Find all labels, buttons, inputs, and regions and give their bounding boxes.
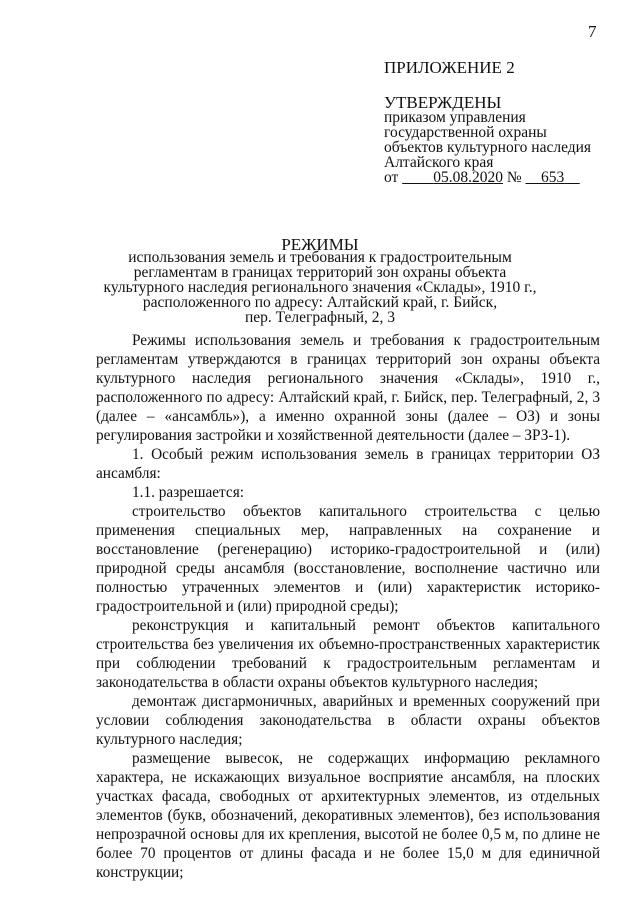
subtitle-line: культурного наследия регионального значения «Склады», 1910 г., (103, 279, 537, 296)
body-paragraph: демонтаж дисгармоничных, аварийных и временных сооружений при условии соблюдения законодательства в области охраны объектов культурного наследия; (96, 693, 600, 748)
body-paragraph: размещение вывесок, не содержащих информацию рекламного характера, не искажающих визуальное восприятие ансамбля, на плоских участках фасада, свободных от архитектурных элементов, из отдельных элементов (букв, обозначений, декоративных элементов), без использования непрозрачной основы для их крепления, высотой не более 0,5 м, по длине не более 70 процентов от длины фасада и не более 15,0 м для единичной конструкции; (96, 750, 600, 881)
subtitle-line: регламентам в границах территорий зон охраны объекта (133, 264, 507, 281)
approval-block (384, 95, 624, 185)
approval-line: приказом управления (384, 109, 526, 126)
subtitle-line: пер. Телеграфный, 2, 3 (244, 309, 396, 326)
approval-date-line (384, 170, 624, 185)
document-title: РЕЖИМЫ (281, 235, 359, 254)
body-paragraph: 1. Особый режим использования земель в границах территории ОЗ ансамбля: (96, 446, 600, 482)
page-number: 7 (588, 22, 597, 41)
subtitle-line: расположенного по адресу: Алтайский край, г. Бийск, (142, 294, 498, 311)
document-body (96, 331, 600, 882)
subtitle-line: использования земель и требования к градостроительным (128, 249, 512, 266)
approval-line: государственной охраны (384, 124, 547, 141)
approval-heading: УТВЕРЖДЕНЫ (384, 93, 502, 112)
approval-prefix: от (384, 169, 399, 186)
approval-number: 653 (541, 169, 565, 186)
body-paragraph: реконструкция и капитальный ремонт объектов капитального строительства без увеличения их объемно-пространственных характеристик при соблюдении требований к градостроительным регламентам и законодательства в области охраны объектов культурного наследия; (96, 617, 600, 691)
body-paragraph: строительство объектов капитального строительства с целью применения специальных мер, направленных на сохранение и восстановление (регенерацию) историко-градостроительной и (или) природной среды ансамбля (восстановление, восполнение частично или полностью утраченных элементов и (или) характеристик историко-градостроительной и (или) природной среды); (96, 503, 600, 615)
approval-number-sign: № (506, 169, 522, 186)
appendix-title: ПРИЛОЖЕНИЕ 2 (384, 58, 515, 77)
document-subtitle (0, 250, 640, 325)
approval-line: объектов культурного наследия (384, 139, 592, 156)
body-paragraph: 1.1. разрешается: (132, 484, 244, 501)
approval-line: Алтайского края (384, 154, 494, 171)
approval-date: 05.08.2020 (433, 169, 503, 186)
body-paragraph: Режимы использования земель и требования к градостроительным регламентам утверждаются в границах территорий зон охраны объекта культурного наследия регионального значения «Склады», 1910 г., расположенного по адресу: Алтайский край, г. Бийск, пер. Телеграфный, 2, 3 (далее – «ансамбль»), а именно охранной зоны (далее – ОЗ) и зоны регулирования застройки и хозяйственной деятельности (далее – ЗРЗ-1). (96, 332, 600, 444)
